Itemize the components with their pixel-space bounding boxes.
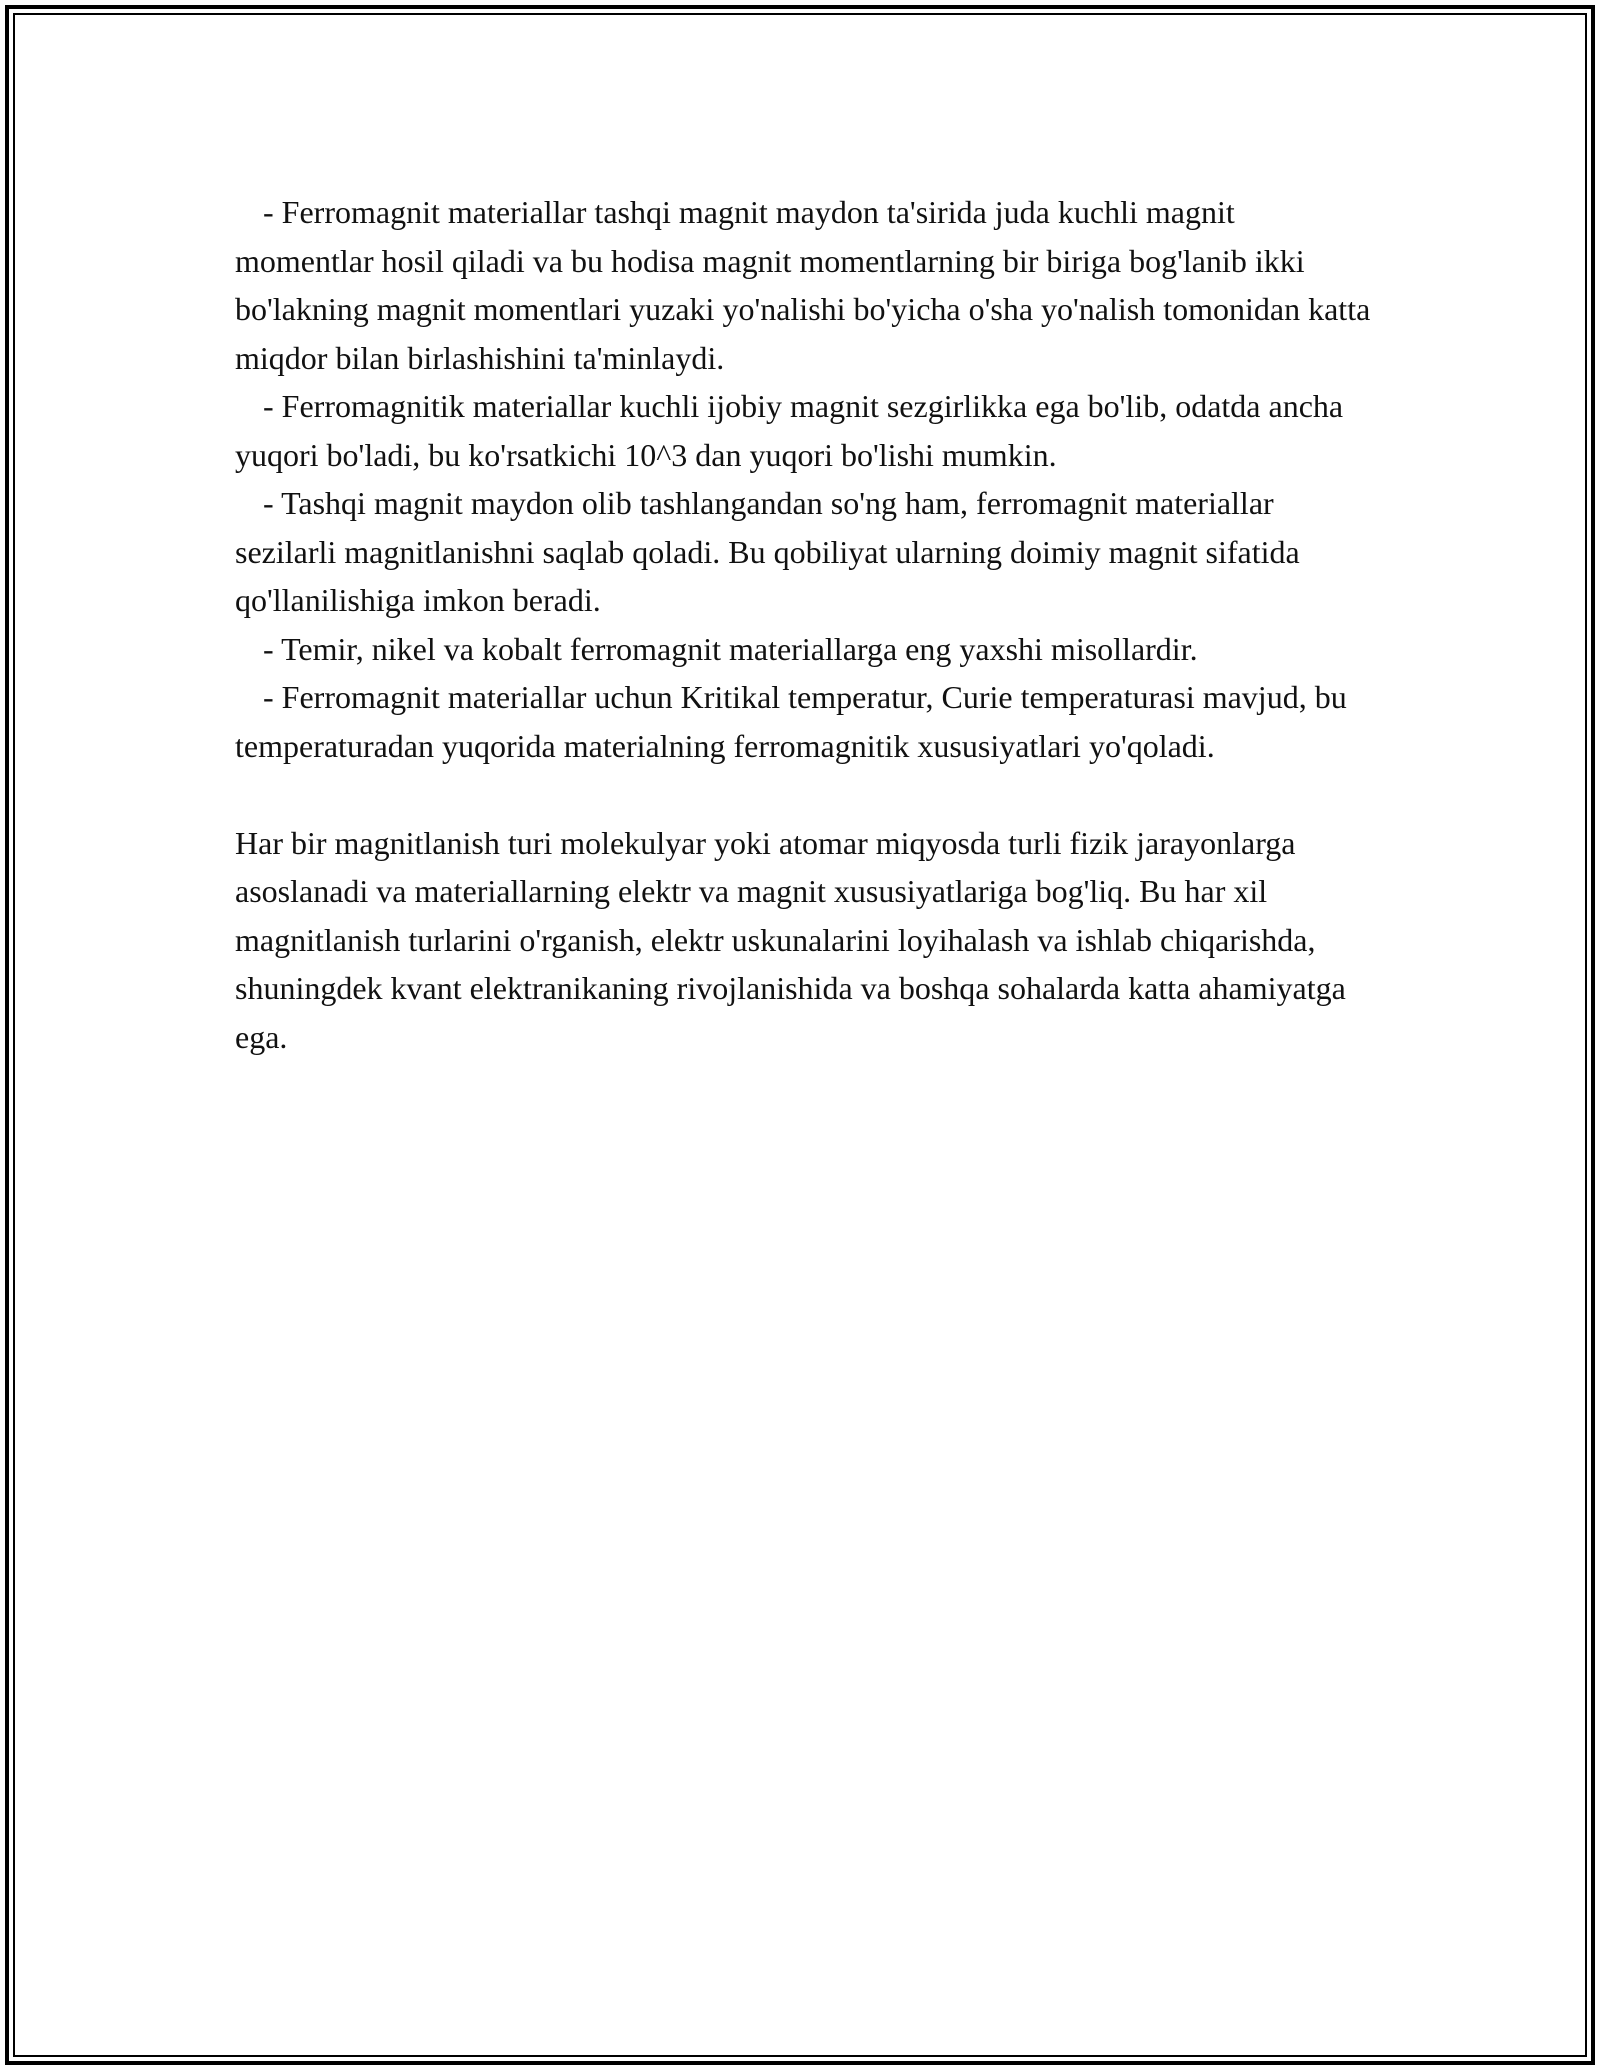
document-body: [235, 188, 1375, 1061]
closing-paragraph: Har bir magnitlanish turi molekulyar yoki atomar miqyosda turli fizik jarayonlarga asoslanadi va materiallarning elektr va magnit xususiyatlariga bog'liq. Bu har xil magnitlanish turlarini o'rganish, elektr uskunalarini loyihalash va ishlab chiqarishda, shuningdek kvant elektranikaning rivojlanishida va boshqa sohalarda katta ahamiyatga ega.: [235, 824, 1346, 1055]
list-item: - Ferromagnit materiallar uchun Kritikal temperatur, Curie temperaturasi mavjud, bu temperaturadan yuqorida materialning ferromagnitik xususiyatlari yo'qoladi.: [235, 679, 1347, 764]
list-item: - Ferromagnit materiallar tashqi magnit maydon ta'sirida juda kuchli magnit momentlar hosil qiladi va bu hodisa magnit momentlarning bir biriga bog'lanib ikki bo'lakning magnit momentlari yuzaki yo'nalishi bo'yicha o'sha yo'nalish tomonidan katta miqdor bilan birlashishini ta'minlaydi.: [235, 194, 1371, 376]
ferromagnetism-list: [235, 188, 1375, 770]
list-item: - Tashqi magnit maydon olib tashlangandan so'ng ham, ferromagnit materiallar sezilarli magnitlanishni saqlab qoladi. Bu qobiliyat ularning doimiy magnit sifatida qo'llanilishiga imkon beradi.: [235, 485, 1300, 618]
list-item: - Temir, nikel va kobalt ferromagnit materiallarga eng yaxshi misollardir.: [263, 630, 1198, 667]
list-item: - Ferromagnitik materiallar kuchli ijobiy magnit sezgirlikka ega bo'lib, odatda ancha yuqori bo'ladi, bu ko'rsatkichi 10^3 dan yuqori bo'lishi mumkin.: [235, 388, 1344, 473]
